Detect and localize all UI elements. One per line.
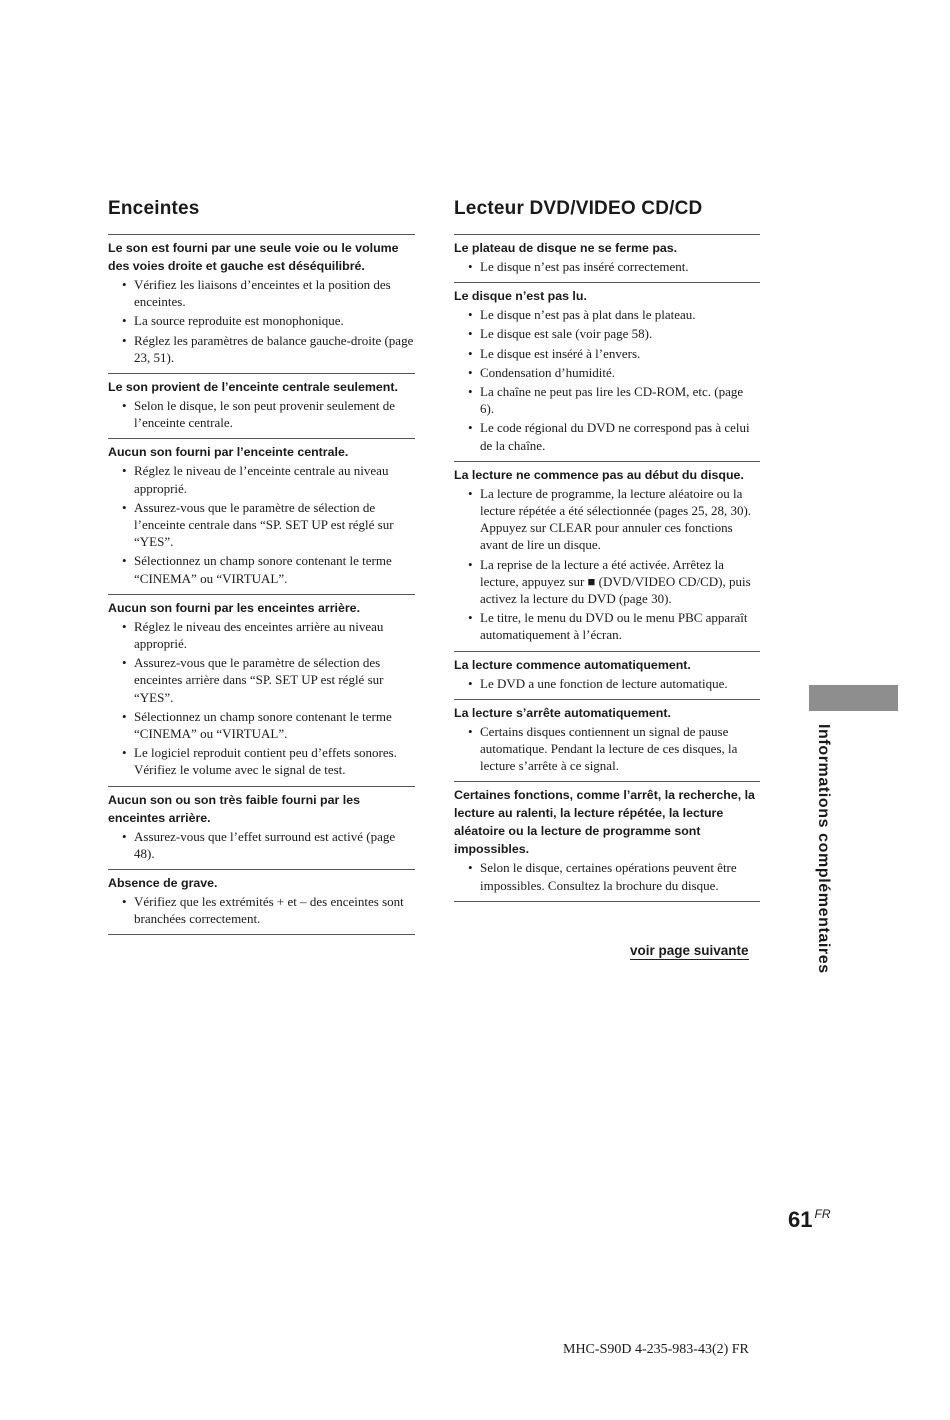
symptom-heading: Le son est fourni par une seule voie ou le volume des voies droite et gauche est déséquilibré. — [108, 241, 399, 273]
troubleshooting-block — [454, 651, 760, 699]
remedy-item: • Selon le disque, le son peut provenir seulement de l’enceinte centrale. — [108, 397, 415, 431]
remedy-item: • Réglez les paramètres de balance gauche-droite (page 23, 51). — [108, 332, 415, 366]
side-tab-marker — [809, 685, 898, 711]
page-number — [788, 1207, 830, 1233]
remedy-item: • Assurez-vous que le paramètre de sélection des enceintes arrière dans “SP. SET UP est réglé sur “YES”. — [108, 654, 415, 706]
remedy-item: • Réglez le niveau de l’enceinte centrale au niveau approprié. — [108, 462, 415, 496]
symptom-heading: Absence de grave. — [108, 876, 218, 891]
troubleshooting-block — [454, 234, 760, 282]
remedy-item: • Réglez le niveau des enceintes arrière au niveau approprié. — [108, 618, 415, 652]
remedy-item: • Assurez-vous que l’effet surround est activé (page 48). — [108, 828, 415, 862]
symptom-heading: La lecture commence automatiquement. — [454, 657, 691, 672]
troubleshooting-block — [454, 699, 760, 782]
symptom-heading: Le disque n’est pas lu. — [454, 289, 587, 304]
remedy-list — [454, 723, 760, 775]
troubleshooting-block — [108, 786, 415, 869]
troubleshooting-block — [108, 869, 415, 935]
remedy-list — [108, 828, 415, 862]
remedy-list — [454, 258, 760, 275]
remedy-item: • La source reproduite est monophonique. — [108, 312, 415, 329]
remedy-item: • Selon le disque, certaines opérations peuvent être impossibles. Consultez la brochure du disque. — [454, 859, 760, 893]
remedy-item: • Le disque n’est pas à plat dans le plateau. — [454, 306, 760, 323]
remedy-list — [108, 276, 415, 366]
troubleshooting-block — [108, 438, 415, 593]
troubleshooting-block — [454, 282, 760, 461]
remedy-item: • Certains disques contiennent un signal de pause automatique. Pendant la lecture de ces disques, la lecture s’arrête à ce signal. — [454, 723, 760, 775]
section-title-dvd-player: Lecteur DVD/VIDEO CD/CD — [454, 198, 703, 219]
symptom-heading: Aucun son fourni par les enceintes arrière. — [108, 600, 361, 615]
remedy-list — [108, 462, 415, 586]
remedy-item: • Le disque est inséré à l’envers. — [454, 345, 760, 362]
remedy-item: • Assurez-vous que le paramètre de sélection de l’enceinte centrale dans “SP. SET UP est réglé sur “YES”. — [108, 499, 415, 551]
troubleshooting-block — [454, 781, 760, 901]
remedy-list — [108, 618, 415, 779]
remedy-item: • Le code régional du DVD ne correspond pas à celui de la chaîne. — [454, 419, 760, 453]
symptom-heading: La lecture ne commence pas au début du disque. — [454, 467, 744, 482]
troubleshooting-block — [108, 234, 415, 373]
next-page-link[interactable]: voir page suivante — [630, 943, 749, 958]
symptom-heading: Le plateau de disque ne se ferme pas. — [454, 241, 678, 255]
troubleshooting-block — [108, 373, 415, 438]
remedy-item: • Le DVD a une fonction de lecture automatique. — [454, 675, 760, 692]
remedy-item: • Le titre, le menu du DVD ou le menu PBC apparaît automatiquement à l’écran. — [454, 609, 760, 643]
footer-model-code: MHC-S90D 4-235-983-43(2) FR — [563, 1342, 749, 1357]
remedy-item: • Sélectionnez un champ sonore contenant le terme “CINEMA” ou “VIRTUAL”. — [108, 708, 415, 742]
symptom-heading: La lecture s’arrête automatiquement. — [454, 705, 671, 720]
remedy-list — [454, 485, 760, 644]
page-number-value: 61 — [788, 1207, 813, 1232]
remedy-item: • Le disque n’est pas inséré correctement. — [454, 258, 760, 275]
dvd-player-section — [454, 198, 760, 902]
remedy-item: • Le disque est sale (voir page 58). — [454, 325, 760, 342]
troubleshooting-block — [108, 594, 415, 786]
symptom-heading: Certaines fonctions, comme l’arrêt, la recherche, la lecture au ralenti, la lecture répétée, la lecture aléatoire ou la lecture de programme sont impossibles. — [454, 788, 755, 857]
remedy-list — [454, 306, 760, 454]
troubleshooting-block — [454, 461, 760, 651]
speakers-blocks — [108, 234, 415, 935]
symptom-heading: Le son provient de l’enceinte centrale seulement. — [108, 380, 398, 395]
remedy-item: • La lecture de programme, la lecture aléatoire ou la lecture répétée a été sélectionnée (pages 25, 28, 30). Appuyez sur CLEAR pour annuler ces fonctions avant de lire un disque. — [454, 485, 760, 554]
remedy-list — [108, 893, 415, 927]
symptom-heading: Aucun son ou son très faible fourni par les enceintes arrière. — [108, 792, 360, 825]
remedy-list — [454, 675, 760, 692]
section-title-speakers: Enceintes — [108, 198, 200, 219]
dvd-blocks — [454, 234, 760, 902]
remedy-item: • Sélectionnez un champ sonore contenant le terme “CINEMA” ou “VIRTUAL”. — [108, 552, 415, 586]
remedy-list — [454, 859, 760, 893]
symptom-heading: Aucun son fourni par l’enceinte centrale. — [108, 445, 349, 460]
page-language: FR — [814, 1207, 831, 1221]
remedy-item: • La chaîne ne peut pas lire les CD-ROM, etc. (page 6). — [454, 383, 760, 417]
remedy-list — [108, 397, 415, 431]
speakers-section — [108, 198, 415, 935]
side-section-label: Informations complémentaires — [815, 724, 832, 974]
remedy-item: • La reprise de la lecture a été activée. Arrêtez la lecture, appuyez sur ■ (DVD/VIDEO CD/CD), puis activez la lecture du DVD (page 30). — [454, 556, 760, 608]
remedy-item: • Le logiciel reproduit contient peu d’effets sonores. Vérifiez le volume avec le signal de test. — [108, 744, 415, 778]
remedy-item: • Vérifiez que les extrémités + et – des enceintes sont branchées correctement. — [108, 893, 415, 927]
remedy-item: • Vérifiez les liaisons d’enceintes et la position des enceintes. — [108, 276, 415, 310]
remedy-item: • Condensation d’humidité. — [454, 364, 760, 381]
